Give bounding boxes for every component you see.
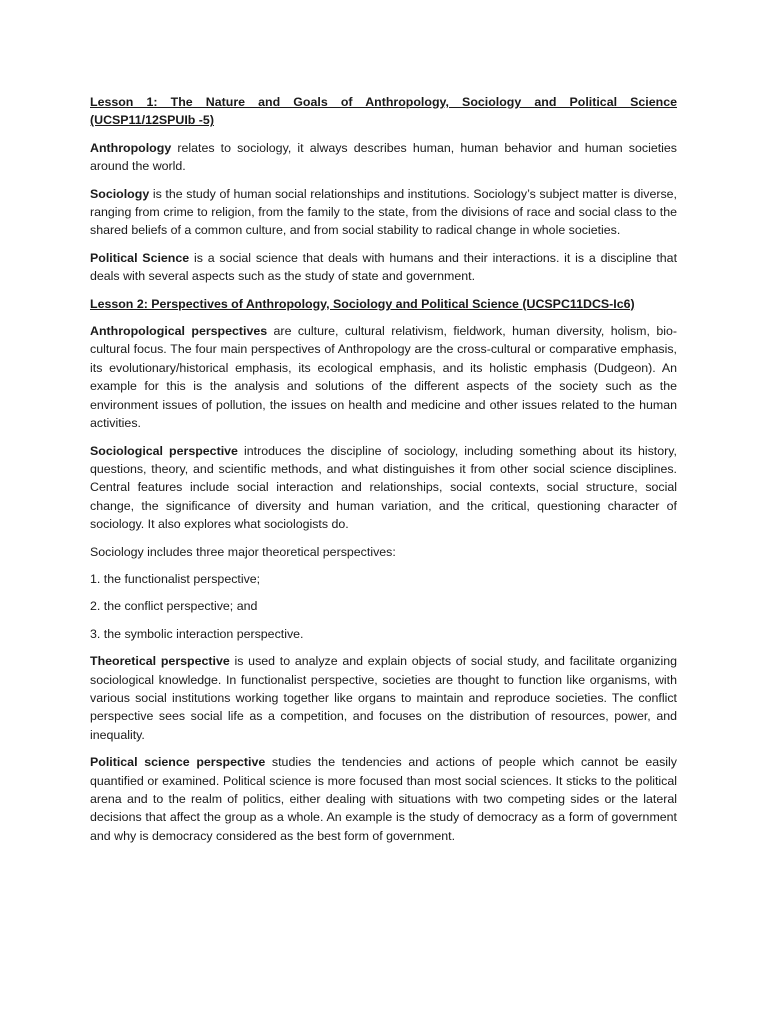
theoretical-perspective-term: Theoretical perspective	[90, 654, 230, 669]
document-page	[90, 93, 677, 854]
anthropological-perspectives-term: Anthropological perspectives	[90, 324, 268, 339]
theoretical-perspective-paragraph	[90, 652, 677, 744]
anthropology-term: Anthropology	[90, 140, 172, 155]
sociology-paragraph	[90, 185, 677, 240]
theoretical-perspectives-intro: Sociology includes three major theoretical perspectives:	[90, 544, 396, 559]
lesson-2-heading: Lesson 2: Perspectives of Anthropology, Sociology and Political Science (UCSPC11DCS-Ic6)	[90, 296, 635, 311]
anthropological-perspectives-text: are culture, cultural relativism, fieldwork, human diversity, holism, bio-cultural focus. The four main perspectives of Anthropology are the cross-cultural or comparative emphasis, its evolutionary/historical emphasis, its ecological emphasis, and its holistic emphasis (Dudgeon). An example for this is the analysis and solutions of the different aspects of the society such as the environment issues of pollution, the issues on health and medicine and other issues related to the human activities.	[90, 324, 678, 431]
political-science-perspective-text: studies the tendencies and actions of people which cannot be easily quantified or examined. Political science is more focused than most social sciences. It sticks to the political arena and to the realm of politics, either dealing with situations with two competing sides or the lateral decisions that affect the group as a whole. An example is the study of democracy as a form of government and why is democracy considered as the best form of government.	[90, 755, 677, 843]
anthropology-paragraph	[90, 139, 677, 176]
sociological-perspective-paragraph	[90, 442, 677, 534]
sociological-perspective-text: introduces the discipline of sociology, including something about its history, questions, theory, and scientific methods, and what distinguishes it from other social science disciplines. Central features include social interaction and relationships, social contexts, social structure, social change, the significance of diversity and human variation, and the critical, questioning character of sociology. It also explores what sociologists do.	[90, 443, 677, 532]
anthropological-perspectives-paragraph	[90, 322, 677, 432]
list-item-symbolic-interaction: 3. the symbolic interaction perspective.	[90, 626, 304, 641]
political-science-perspective-paragraph	[90, 753, 677, 845]
political-science-text: is a social science that deals with humans and their interactions. it is a discipline that deals with several aspects such as the study of state and government.	[90, 250, 678, 284]
anthropology-text: relates to sociology, it always describes human, human behavior and human societies around the world.	[90, 140, 677, 174]
political-science-perspective-term: Political science perspective	[90, 755, 266, 770]
list-item-functionalist: 1. the functionalist perspective;	[90, 571, 261, 586]
lesson-1-heading: Lesson 1: The Nature and Goals of Anthropology, Sociology and Political Science (UCSP11/12SPUIb -5)	[90, 95, 677, 128]
list-item-conflict: 2. the conflict perspective; and	[90, 599, 258, 614]
sociology-text: is the study of human social relationships and institutions. Sociology’s subject matter is diverse, ranging from crime to religion, from the family to the state, from the divisions of race and social class to the shared beliefs of a common culture, and from social stability to radical change in whole societies.	[90, 186, 677, 238]
sociological-perspective-term: Sociological perspective	[90, 443, 238, 458]
sociology-term: Sociology	[90, 186, 150, 201]
political-science-term: Political Science	[90, 250, 190, 265]
theoretical-perspective-text: is used to analyze and explain objects of social study, and facilitate organizing sociological knowledge. In functionalist perspective, societies are thought to function like organisms, with various social institutions working together like organs to maintain and reproduce societies. The conflict perspective sees social life as a competition, and focuses on the distribution of resources, power, and inequality.	[90, 654, 677, 742]
political-science-paragraph	[90, 249, 677, 286]
